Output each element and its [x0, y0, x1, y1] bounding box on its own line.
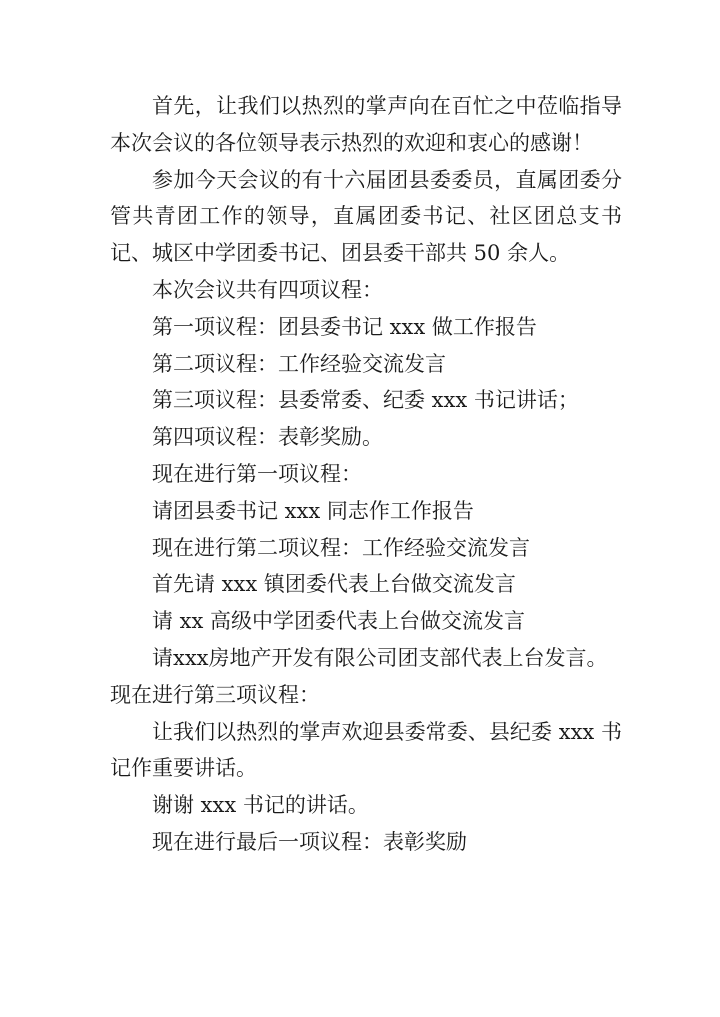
paragraph-agenda-item-1: 第一项议程：团县委书记 xxx 做工作报告 — [152, 314, 537, 339]
paragraph-agenda-item-2: 第二项议程：工作经验交流发言 — [152, 351, 446, 376]
paragraph-speaker-company: 请xxx房地产开发有限公司团支部代表上台发言。 — [152, 645, 608, 670]
paragraph-welcome: 首先，让我们以热烈的掌声向在百忙之中莅临指导本次会议的各位领导表示热烈的欢迎和衷心的感谢！ — [110, 94, 622, 155]
paragraph-speaker-town: 首先请 xxx 镇团委代表上台做交流发言 — [152, 572, 516, 597]
paragraph-start-item-2: 现在进行第二项议程：工作经验交流发言 — [152, 535, 530, 560]
paragraph-agenda-intro: 本次会议共有四项议程： — [152, 277, 383, 302]
paragraph-start-item-1: 现在进行第一项议程： — [152, 461, 362, 486]
paragraph-speaker-school: 请 xx 高级中学团委代表上台做交流发言 — [152, 609, 526, 634]
paragraph-attendees: 参加今天会议的有十六届团县委委员，直属团委分管共青团工作的领导，直属团委书记、社区团总支书记、城区中学团委书记、团县委干部共 50 余人。 — [110, 167, 622, 266]
document-page — [110, 88, 622, 861]
paragraph-thanks: 谢谢 xxx 书记的讲话。 — [152, 793, 369, 818]
paragraph-agenda-item-4: 第四项议程：表彰奖励。 — [152, 425, 383, 450]
paragraph-speech-welcome: 让我们以热烈的掌声欢迎县委常委、县纪委 xxx 书记作重要讲话。 — [110, 719, 622, 781]
paragraph-start-final-item: 现在进行最后一项议程：表彰奖励 — [152, 829, 467, 854]
paragraph-agenda-item-3: 第三项议程：县委常委、纪委 xxx 书记讲话； — [152, 388, 579, 413]
paragraph-report-request: 请团县委书记 xxx 同志作工作报告 — [152, 498, 474, 523]
paragraph-start-item-3: 现在进行第三项议程： — [110, 682, 320, 707]
